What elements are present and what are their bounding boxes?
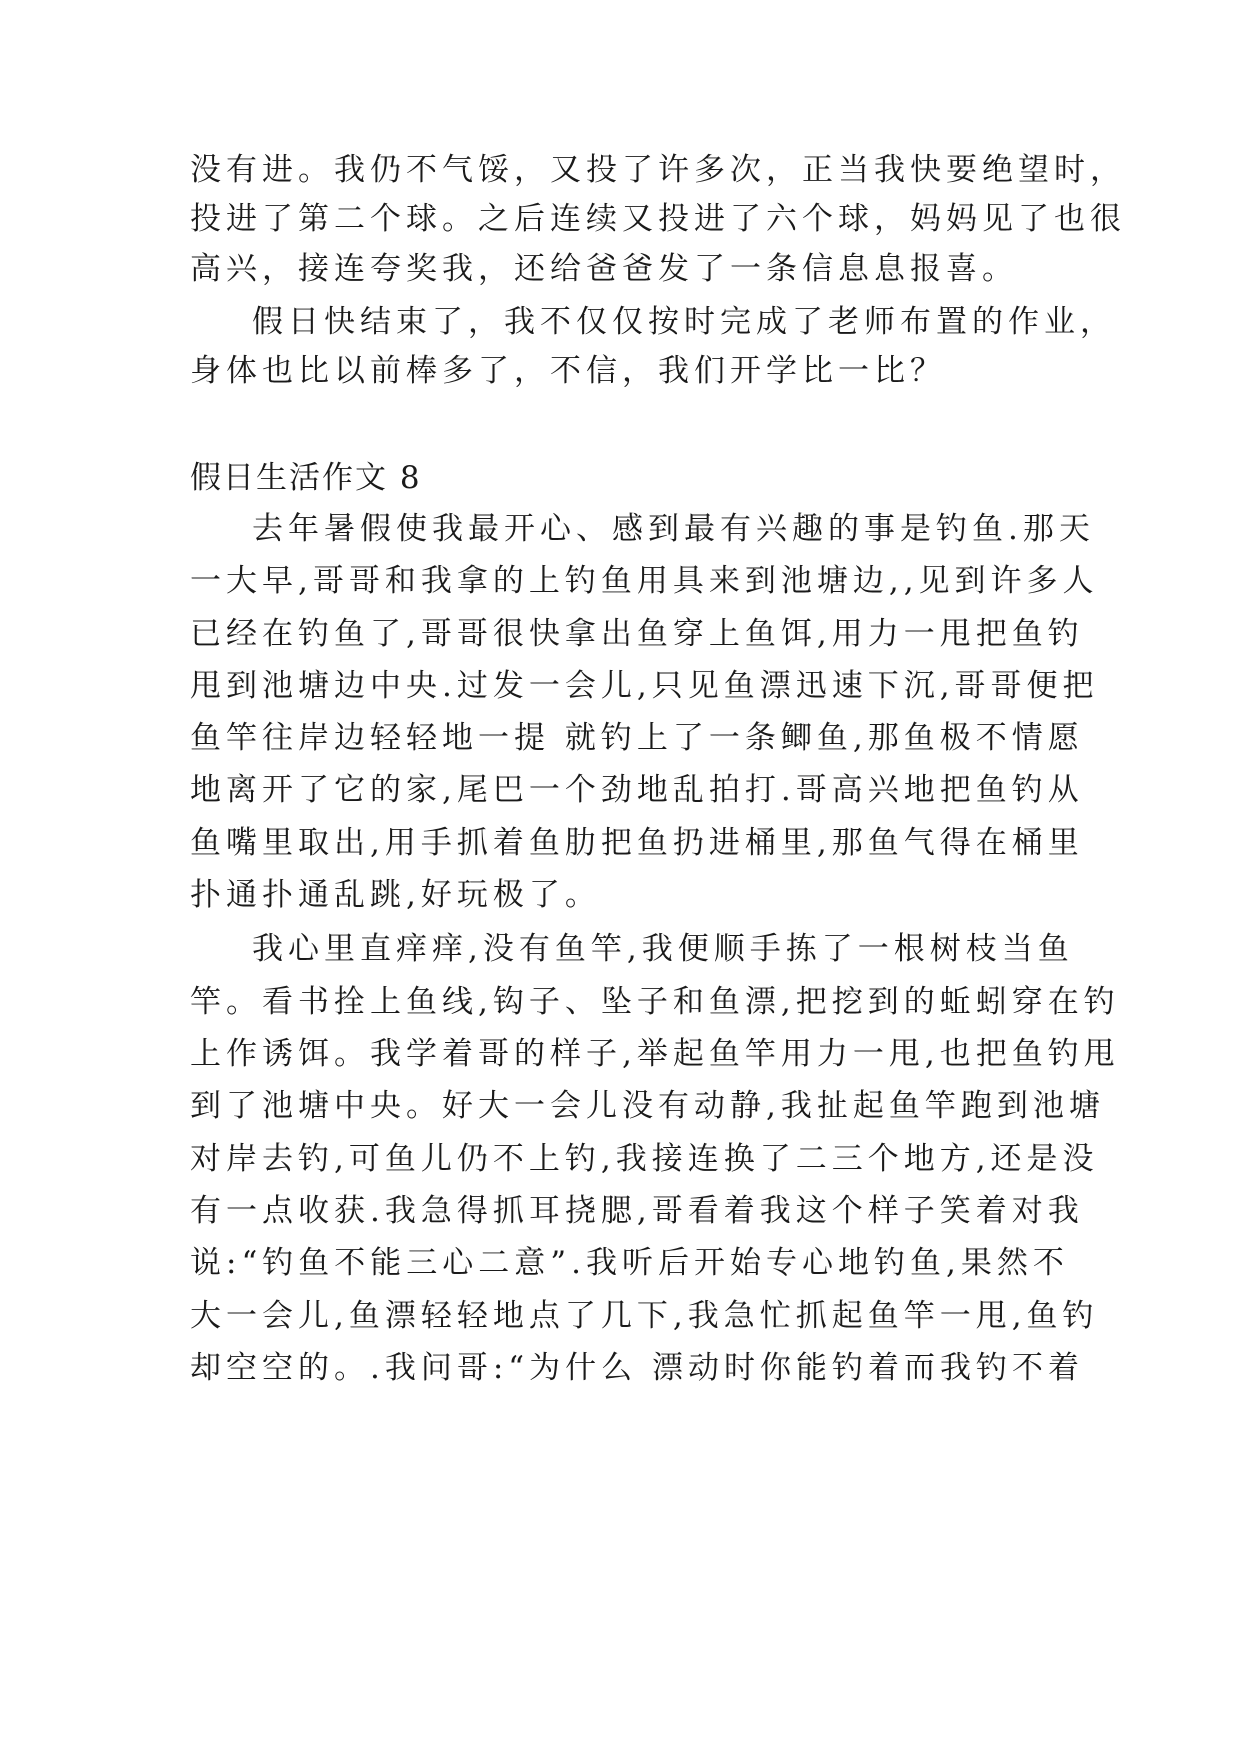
text-line: 扑通扑通乱跳,好玩极了。 <box>190 877 601 913</box>
text-line: 我心里直痒痒,没有鱼竿,我便顺手拣了一根树枝当鱼 <box>252 931 1074 967</box>
text-line: 说:“钓鱼不能三心二意”.我听后开始专心地钓鱼,果然不 <box>190 1245 1069 1281</box>
text-line: 投进了第二个球。之后连续又投进了六个球，妈妈见了也很 <box>190 201 1126 237</box>
text-line: 地离开了它的家,尾巴一个劲地乱拍打.哥高兴地把鱼钓从 <box>190 772 1084 808</box>
text-line: 没有进。我仍不气馁，又投了许多次，正当我快要绝望时， <box>190 152 1126 188</box>
section-heading: 假日生活作文 8 <box>190 460 422 496</box>
text-line: 身体也比以前棒多了，不信，我们开学比一比？ <box>190 353 946 389</box>
text-line: 却空空的。.我问哥:“为什么 漂动时你能钓着而我钓不着 <box>190 1350 1084 1386</box>
text-line: 竿。看书拴上鱼线,钩子、坠子和鱼漂,把挖到的蚯蚓穿在钓 <box>190 984 1120 1020</box>
text-line: 上作诱饵。我学着哥的样子,举起鱼竿用力一甩,也把鱼钓甩 <box>190 1036 1120 1072</box>
text-line: 有一点收获.我急得抓耳挠腮,哥看着我这个样子笑着对我 <box>190 1193 1084 1229</box>
text-line: 假日快结束了，我不仅仅按时完成了老师布置的作业， <box>252 304 1116 340</box>
text-line: 已经在钓鱼了,哥哥很快拿出鱼穿上鱼饵,用力一甩把鱼钓 <box>190 616 1084 652</box>
text-line: 去年暑假使我最开心、感到最有兴趣的事是钓鱼.那天 <box>252 511 1095 547</box>
text-line: 大一会儿,鱼漂轻轻地点了几下,我急忙抓起鱼竿一甩,鱼钓 <box>190 1298 1099 1334</box>
text-line: 鱼竿往岸边轻轻地一提 就钓上了一条鲫鱼,那鱼极不情愿 <box>190 720 1084 756</box>
text-line: 到了池塘中央。好大一会儿没有动静,我扯起鱼竿跑到池塘 <box>190 1088 1105 1124</box>
text-line: 一大早,哥哥和我拿的上钓鱼用具来到池塘边,,见到许多人 <box>190 563 1099 599</box>
text-line: 高兴，接连夸奖我，还给爸爸发了一条信息息报喜。 <box>190 251 1018 287</box>
text-line: 对岸去钓,可鱼儿仍不上钓,我接连换了二三个地方,还是没 <box>190 1141 1099 1177</box>
text-line: 甩到池塘边中央.过发一会儿,只见鱼漂迅速下沉,哥哥便把 <box>190 668 1099 704</box>
text-line: 鱼嘴里取出,用手抓着鱼肋把鱼扔进桶里,那鱼气得在桶里 <box>190 825 1084 861</box>
